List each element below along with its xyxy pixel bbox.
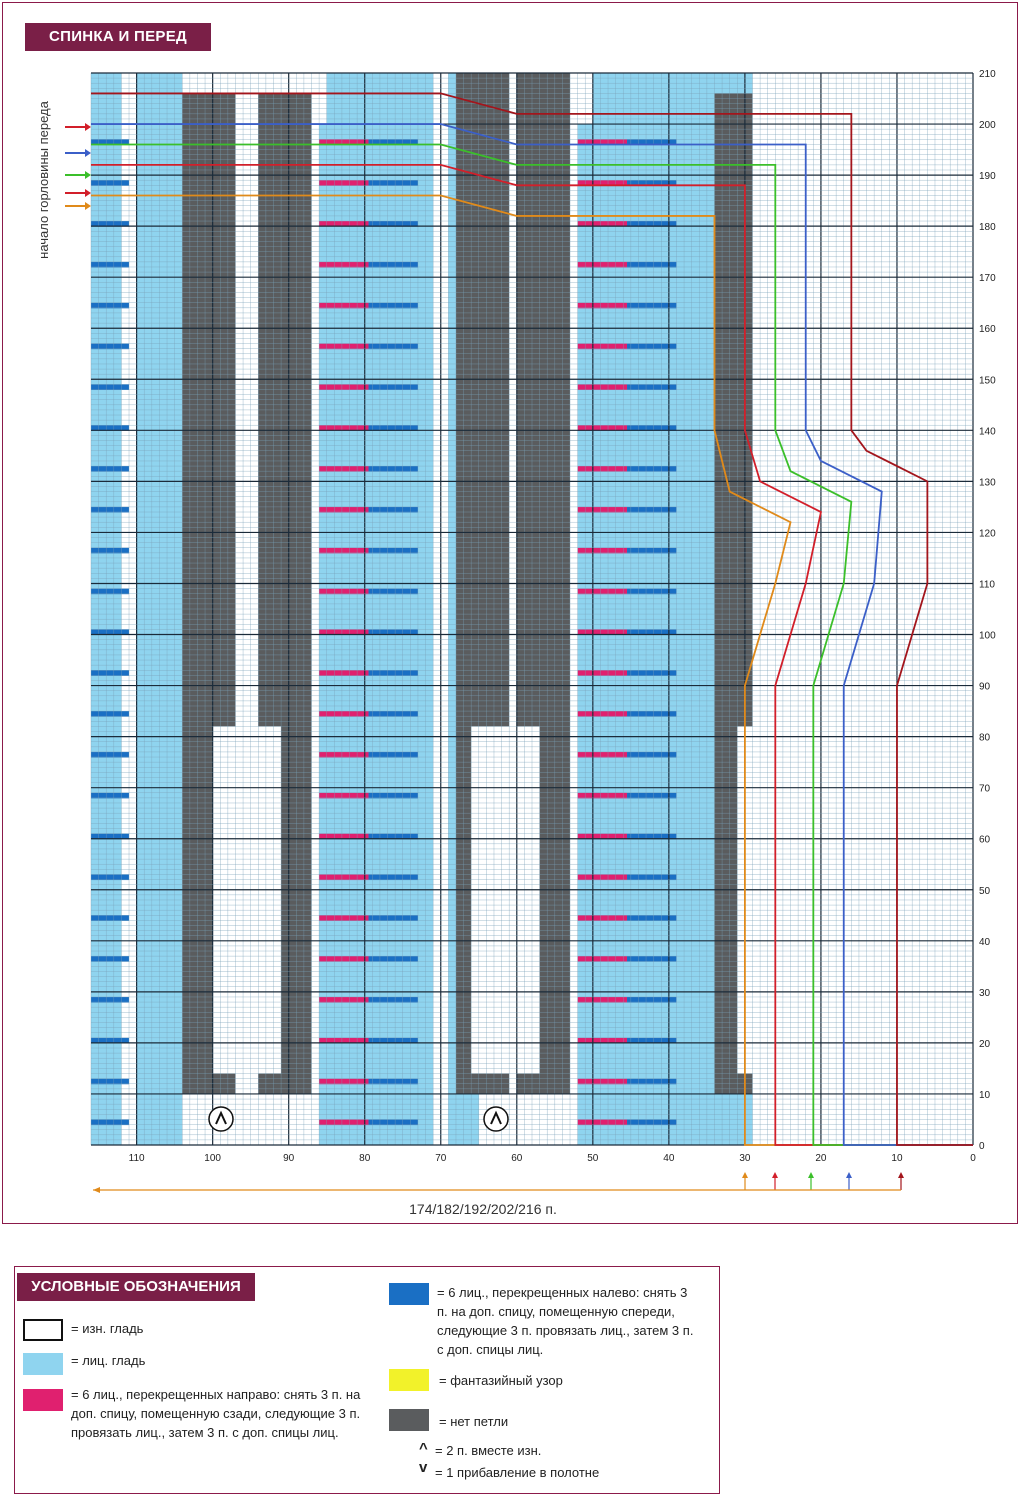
x-tick-label: 10: [891, 1153, 903, 1164]
cross-right-stitch: [319, 466, 368, 472]
cross-left-stitch: [91, 548, 129, 554]
legend-title: УСЛОВНЫЕ ОБОЗНАЧЕНИЯ: [17, 1273, 255, 1301]
x-tick-label: 80: [359, 1153, 371, 1164]
cross-right-stitch: [319, 507, 368, 513]
legend-panel: [14, 1266, 720, 1494]
cross-left-stitch: [91, 752, 129, 758]
y-tick-label: 120: [979, 528, 996, 540]
cross-right-stitch: [319, 752, 368, 758]
x-tick-label: 30: [739, 1153, 751, 1164]
cross-left-stitch: [91, 670, 129, 676]
cross-left-stitch: [369, 548, 418, 554]
inc-symbol-icon: v: [419, 1459, 428, 1476]
cross-left-stitch: [91, 874, 129, 880]
cross-right-stitch: [319, 303, 368, 309]
cross-right-stitch: [578, 956, 627, 962]
swatch-no-stitch: [389, 1409, 429, 1431]
neck-start-arrowhead: [85, 202, 91, 210]
y-tick-label: 50: [979, 885, 991, 897]
cross-right-stitch: [319, 344, 368, 350]
y-tick-label: 160: [979, 324, 996, 336]
cross-left-stitch: [369, 384, 418, 390]
x-tick-label: 40: [663, 1153, 675, 1164]
y-tick-label: 20: [979, 1038, 991, 1050]
cross-right-stitch: [319, 1079, 368, 1085]
cross-left-stitch: [369, 507, 418, 513]
cross-right-stitch: [319, 180, 368, 186]
y-tick-label: 200: [979, 120, 996, 132]
cross-right-stitch: [578, 1119, 627, 1125]
cross-left-stitch: [369, 915, 418, 921]
y-tick-label: 180: [979, 222, 996, 234]
y-tick-label: 110: [979, 579, 995, 591]
stitch-total-arrowhead: [93, 1187, 100, 1193]
chart-panel: [2, 2, 1018, 1224]
cross-right-stitch: [578, 752, 627, 758]
stitch-total-label: 174/182/192/202/216 п.: [409, 1201, 557, 1217]
x-tick-label: 110: [128, 1153, 145, 1164]
cross-right-stitch: [578, 384, 627, 390]
dec-symbol-icon: ^: [419, 1440, 428, 1457]
cross-left-stitch: [91, 956, 129, 962]
neck-start-label: начало горловины переда: [36, 101, 51, 259]
cross-left-stitch: [91, 793, 129, 799]
cross-left-stitch: [369, 466, 418, 472]
cross-left-stitch: [369, 262, 418, 268]
y-tick-label: 150: [979, 375, 996, 387]
cross-left-stitch: [91, 997, 129, 1003]
cross-left-stitch: [369, 303, 418, 309]
knitting-chart: [3, 3, 1019, 1225]
cross-left-stitch: [91, 384, 129, 390]
y-tick-label: 130: [979, 477, 996, 489]
cross-right-stitch: [319, 915, 368, 921]
cross-right-stitch: [578, 1079, 627, 1085]
cross-right-stitch: [319, 384, 368, 390]
cross-right-stitch: [578, 874, 627, 880]
cross-left-stitch: [91, 507, 129, 513]
y-tick-label: 40: [979, 936, 991, 948]
cross-right-stitch: [319, 670, 368, 676]
cross-left-stitch: [91, 180, 129, 186]
cross-left-stitch: [91, 915, 129, 921]
cross-right-stitch: [578, 548, 627, 554]
cross-right-stitch: [578, 793, 627, 799]
swatch-cross-left: [389, 1283, 429, 1305]
cross-left-stitch: [91, 589, 129, 595]
cross-left-stitch: [369, 793, 418, 799]
y-tick-label: 0: [979, 1141, 985, 1152]
legend-item-knit: = лиц. гладь: [71, 1353, 146, 1368]
legend-item-cross-left: = 6 лиц., перекрещенных налево: снять 3 п. на доп. спицу, помещенную спереди, следующие 3 п. провязать лиц., затем 3 п. с доп. спицы лиц.: [437, 1285, 694, 1357]
legend-item-no-stitch: = нет петли: [439, 1414, 509, 1429]
size-arrowhead: [808, 1172, 814, 1178]
neck-start-arrowhead: [85, 171, 91, 179]
cross-right-stitch: [578, 466, 627, 472]
cross-right-stitch: [578, 344, 627, 350]
x-tick-label: 60: [511, 1153, 523, 1164]
x-tick-label: 50: [587, 1153, 599, 1164]
cross-left-stitch: [91, 303, 129, 309]
legend-item-purl: = изн. гладь: [71, 1321, 144, 1336]
cross-left-stitch: [369, 344, 418, 350]
chart-title: СПИНКА И ПЕРЕД: [25, 23, 211, 51]
cross-left-stitch: [369, 997, 418, 1003]
cross-left-stitch: [369, 752, 418, 758]
cross-left-stitch: [91, 344, 129, 350]
cross-left-stitch: [369, 670, 418, 676]
size-arrowhead: [846, 1172, 852, 1178]
cross-right-stitch: [578, 507, 627, 513]
legend-item-dec: = 2 п. вместе изн.: [435, 1443, 542, 1458]
legend-item-inc: = 1 прибавление в полотне: [435, 1465, 600, 1480]
y-tick-label: 210: [979, 69, 996, 80]
cross-left-stitch: [91, 262, 129, 268]
cross-right-stitch: [578, 711, 627, 717]
cross-left-stitch: [369, 1079, 418, 1085]
x-tick-label: 100: [204, 1153, 221, 1164]
cross-right-stitch: [319, 793, 368, 799]
neck-start-arrowhead: [85, 123, 91, 131]
cross-right-stitch: [319, 997, 368, 1003]
y-tick-label: 190: [979, 171, 996, 183]
cross-right-stitch: [578, 670, 627, 676]
cross-left-stitch: [369, 1119, 418, 1125]
y-tick-label: 70: [979, 783, 991, 795]
cross-right-stitch: [578, 589, 627, 595]
size-arrowhead: [898, 1172, 904, 1178]
y-tick-label: 60: [979, 834, 991, 846]
cross-right-stitch: [319, 589, 368, 595]
x-tick-label: 90: [283, 1153, 295, 1164]
cross-right-stitch: [578, 915, 627, 921]
cross-right-stitch: [578, 303, 627, 309]
cross-left-stitch: [91, 1119, 129, 1125]
cross-left-stitch: [91, 466, 129, 472]
cross-right-stitch: [319, 956, 368, 962]
cross-left-stitch: [369, 711, 418, 717]
neck-start-arrowhead: [85, 149, 91, 157]
y-tick-label: 90: [979, 681, 991, 693]
y-tick-label: 30: [979, 987, 991, 999]
x-tick-label: 0: [970, 1153, 976, 1164]
y-tick-label: 10: [979, 1089, 991, 1101]
x-tick-label: 20: [815, 1153, 827, 1164]
cross-right-stitch: [319, 262, 368, 268]
legend-item-cross-right: = 6 лиц., перекрещенных направо: снять 3 п. на доп. спицу, помещенную сзади, следующие 3 п. провязать лиц., затем 3 п. с доп. спицы лиц.: [71, 1387, 361, 1440]
y-tick-label: 140: [979, 426, 996, 438]
cross-left-stitch: [369, 956, 418, 962]
cross-left-stitch: [369, 874, 418, 880]
cross-right-stitch: [319, 1119, 368, 1125]
cross-right-stitch: [578, 262, 627, 268]
swatch-fancy: [389, 1369, 429, 1391]
size-arrowhead: [742, 1172, 748, 1178]
swatch-cross-right: [23, 1389, 63, 1411]
cross-right-stitch: [578, 997, 627, 1003]
cross-right-stitch: [319, 711, 368, 717]
y-tick-label: 80: [979, 732, 991, 744]
cross-right-stitch: [319, 874, 368, 880]
cross-left-stitch: [369, 180, 418, 186]
y-tick-label: 100: [979, 630, 996, 642]
size-arrowhead: [772, 1172, 778, 1178]
cross-left-stitch: [369, 589, 418, 595]
cross-left-stitch: [91, 1079, 129, 1085]
legend-item-fancy: = фантазийный узор: [439, 1373, 563, 1388]
neck-start-arrowhead: [85, 189, 91, 197]
y-tick-label: 170: [979, 273, 996, 285]
swatch-knit: [23, 1353, 63, 1375]
cross-left-stitch: [91, 711, 129, 717]
swatch-purl: [23, 1319, 63, 1341]
cross-right-stitch: [319, 548, 368, 554]
x-tick-label: 70: [435, 1153, 447, 1164]
